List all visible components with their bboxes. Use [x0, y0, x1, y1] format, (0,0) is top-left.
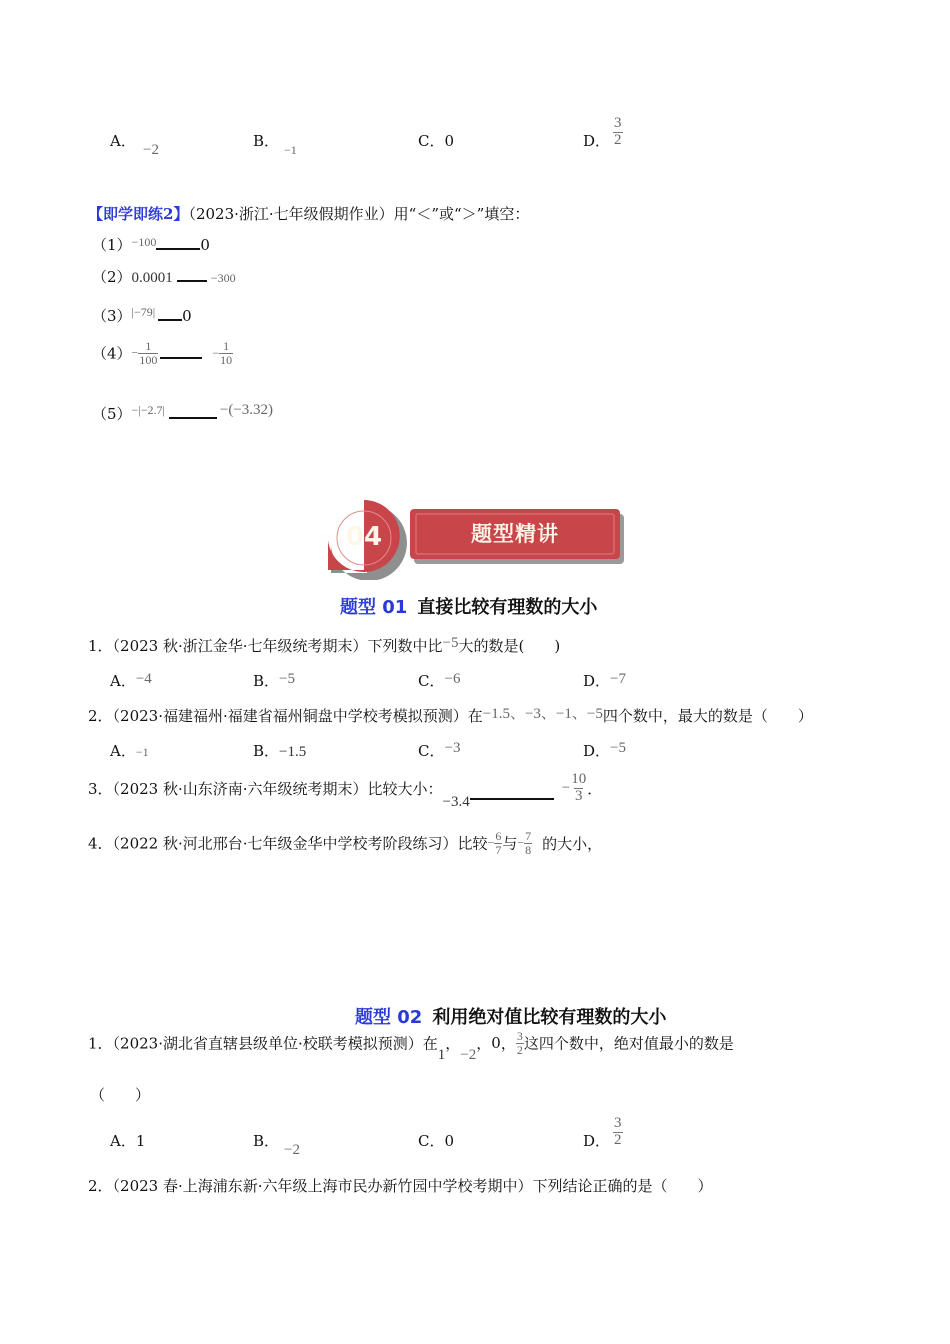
fraction-denominator: 7: [495, 842, 502, 857]
item-label: （4）: [92, 344, 132, 363]
s1-question-1: [88, 635, 560, 656]
top-option-b-value: −1: [284, 143, 297, 157]
end-mark: ．: [587, 779, 603, 798]
option-value: −5: [610, 740, 626, 756]
s1-q1-option-b: [253, 670, 295, 691]
option-label: D．: [583, 672, 611, 690]
item-left: 0.0001: [131, 270, 173, 286]
option-label: A．: [110, 132, 136, 150]
question-text: 的大小，: [542, 834, 603, 853]
answer-blank[interactable]: [160, 347, 202, 359]
value-1: 1: [437, 1047, 446, 1064]
item-right-fraction: [219, 340, 233, 366]
answer-blank[interactable]: [158, 305, 182, 321]
question-number: 2．: [88, 1177, 113, 1195]
section2-heading: [355, 1003, 666, 1029]
section-number: 题型 01: [340, 597, 408, 618]
section1-heading: [340, 593, 597, 619]
option-label: C．: [418, 672, 445, 690]
s2-question-1: [88, 1029, 734, 1064]
s2-q1-answer-paren: （ ）: [90, 1086, 151, 1104]
option-label: A．: [110, 742, 136, 760]
top-option-b: [253, 130, 279, 151]
separator: ，: [476, 1034, 492, 1053]
fraction-denominator: 8: [525, 842, 532, 857]
top-option-d-fraction: [613, 116, 623, 149]
answer-blank[interactable]: [156, 234, 200, 250]
s1-q2-option-c: [418, 740, 460, 761]
banner-title: 题型精讲: [471, 522, 559, 546]
section-title: 直接比较有理数的大小: [417, 597, 598, 618]
practice-source: （2023·浙江·七年级假期作业）用“＜”或“＞”填空：: [188, 205, 530, 223]
fraction-numerator: 10: [571, 771, 587, 787]
item-right: −(−3.32): [219, 402, 274, 418]
question-math: −1.5、−3、−1、−5: [482, 706, 603, 722]
s1-question-4: [88, 830, 602, 856]
question-source: （2023 秋·浙江金华·七年级统考期末）下列数中比: [112, 637, 443, 655]
question-number: 1．: [88, 637, 113, 655]
option-label: D．: [583, 742, 611, 760]
item-right-sign: −: [212, 345, 220, 360]
connector: 与: [502, 834, 518, 853]
option-value: −3: [444, 740, 461, 756]
fraction-denominator: 2: [614, 131, 622, 148]
top-option-a-value: −2: [143, 142, 159, 158]
item-label: （5）: [92, 405, 132, 423]
option-label: B．: [253, 672, 280, 690]
item-left: |−79|: [131, 305, 156, 319]
top-option-a: [110, 130, 136, 151]
fraction-numerator: 1: [223, 339, 230, 353]
item-left: −100: [131, 235, 157, 249]
fraction-a-sign: −: [487, 835, 495, 850]
fraction-denominator: 10: [220, 352, 233, 367]
fraction-numerator: 3: [614, 115, 622, 131]
question-source: （2023 秋·山东济南·六年级统考期末）比较大小：: [112, 779, 443, 798]
section-banner: [324, 498, 628, 580]
question-number: 3．: [88, 779, 113, 798]
question-number: 2．: [88, 707, 113, 725]
option-value: −4: [135, 671, 152, 687]
option-value: −7: [610, 671, 626, 687]
value-4-fraction: [516, 1030, 524, 1056]
question-number: 4．: [88, 834, 113, 853]
s1-q2-option-b: [253, 740, 306, 761]
fraction-numerator: 1: [145, 339, 152, 353]
item-left-sign: −: [131, 345, 139, 360]
option-label: C．: [418, 742, 445, 760]
banner-number: 04: [345, 522, 383, 552]
practice-item-2: [92, 266, 236, 287]
item-right: 0: [200, 236, 210, 254]
separator: ，: [500, 1034, 516, 1053]
item-label: （3）: [92, 307, 132, 325]
item-label: （2）: [92, 268, 132, 286]
section-number: 题型 02: [355, 1007, 423, 1028]
option-label: D．: [583, 1132, 611, 1150]
compare-right-fraction: [570, 772, 587, 805]
practice-tag: 【即学即练2】: [88, 205, 189, 223]
option-label: B．: [253, 742, 280, 760]
fraction-denominator: 100: [139, 352, 158, 367]
top-option-c: C．0: [418, 132, 455, 150]
top-option-d: [583, 130, 610, 151]
s1-q2-option-a: [110, 740, 149, 761]
s2-q1-option-b: [253, 1130, 279, 1151]
practice-item-3: [92, 305, 192, 326]
question-text: （2023 春·上海浦东新·六年级上海市民办新竹园中学校考期中）下列结论正确的是（ ）: [112, 1177, 713, 1195]
answer-blank[interactable]: [169, 403, 217, 419]
fraction-numerator: 7: [525, 829, 532, 843]
separator: ，: [445, 1034, 461, 1053]
fraction-denominator: 2: [516, 1042, 523, 1057]
item-right: −300: [210, 271, 236, 285]
s2-question-2: [88, 1175, 713, 1196]
item-left-fraction: [138, 340, 158, 366]
s2-q1-option-d-fraction: [613, 1116, 623, 1149]
fraction-denominator: 3: [574, 787, 583, 804]
s2-q1-option-c: C．0: [418, 1132, 455, 1150]
question-number: 1．: [88, 1034, 113, 1053]
question-source: （2023·福建福州·福建省福州铜盘中学校考模拟预测）在: [112, 707, 483, 725]
practice-item-1: [92, 234, 210, 255]
option-value: −1: [135, 745, 149, 759]
s1-question-3: [88, 771, 603, 811]
question-text: 这四个数中，绝对值最小的数是: [523, 1034, 734, 1053]
fraction-numerator: 3: [516, 1029, 523, 1043]
item-right: 0: [182, 307, 192, 325]
question-text: 四个数中，最大的数是（ ）: [602, 707, 813, 725]
s1-q2-option-d: [583, 740, 626, 761]
s2-q1-option-a: A．1: [110, 1132, 146, 1150]
practice-item-4: [92, 340, 233, 366]
fraction-numerator: 3: [614, 1115, 622, 1131]
compare-left: −3.4: [442, 794, 470, 811]
answer-blank[interactable]: [470, 792, 554, 800]
option-value: −5: [279, 671, 295, 687]
value-2: −2: [460, 1047, 477, 1064]
s1-q1-option-c: [418, 670, 460, 691]
item-left: −|−2.7|: [131, 403, 165, 417]
s2-q1-option-b-value: −2: [284, 1142, 300, 1158]
practice-header: [88, 203, 529, 224]
fraction-b-sign: −: [517, 835, 525, 850]
value-3: 0: [491, 1034, 501, 1053]
practice-item-5: [92, 403, 273, 424]
s1-q1-option-d: [583, 670, 626, 691]
section-title: 利用绝对值比较有理数的大小: [432, 1007, 667, 1028]
item-label: （1）: [92, 236, 132, 254]
option-label: B．: [253, 1132, 280, 1150]
option-label: D．: [583, 132, 611, 150]
question-text: 大的数是( ): [458, 637, 561, 655]
answer-blank[interactable]: [177, 266, 207, 282]
s1-question-2: [88, 705, 813, 726]
option-value: −1.5: [279, 744, 307, 760]
fraction-numerator: 6: [495, 829, 502, 843]
s2-q1-option-d: [583, 1130, 610, 1151]
question-source: （2022 秋·河北邢台·七年级金华中学校考阶段练习）比较: [112, 834, 488, 853]
fraction-b: [524, 830, 532, 856]
option-label: A．: [110, 672, 136, 690]
compare-right-sign: −: [561, 779, 571, 796]
question-source: （2023·湖北省直辖县级单位·校联考模拟预测）在: [112, 1034, 438, 1053]
option-value: −6: [444, 671, 461, 687]
fraction-denominator: 2: [614, 1131, 622, 1148]
option-label: B．: [253, 132, 280, 150]
question-math: −5: [442, 635, 459, 651]
s1-q1-option-a: [110, 670, 152, 691]
